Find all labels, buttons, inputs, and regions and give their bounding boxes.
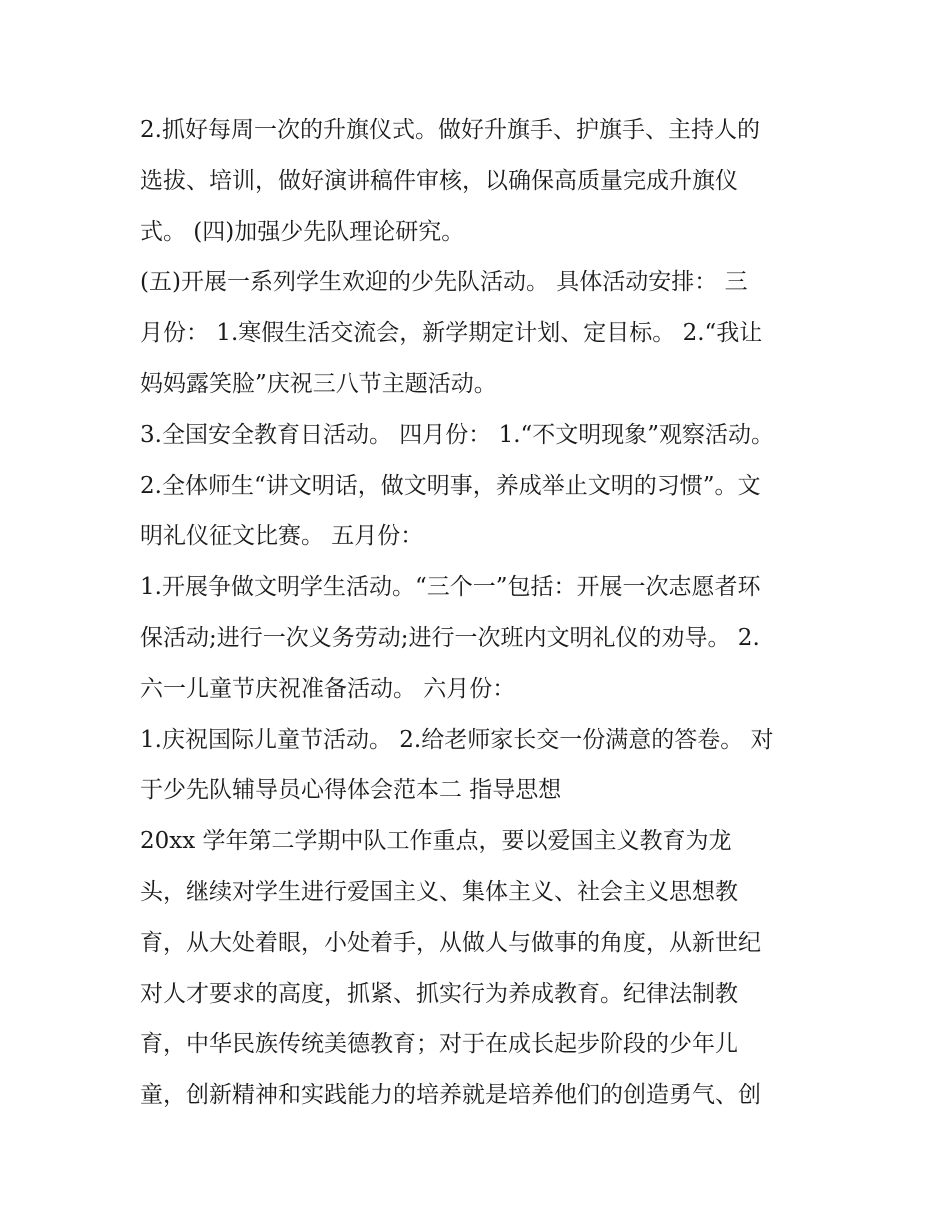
text-line: 育，中华民族传统美德教育；对于在成长起步阶段的少年儿	[140, 1031, 738, 1058]
text-line: (五)开展一系列学生欢迎的少先队活动。 具体活动安排： 三	[140, 269, 748, 296]
text-line: 式。 (四)加强少先队理论研究。	[140, 218, 465, 245]
text-line: 1.开展争做文明学生活动。“三个一”包括：开展一次志愿者环	[140, 574, 761, 601]
text-line: 2.抓好每周一次的升旗仪式。做好升旗手、护旗手、主持人的	[140, 117, 760, 143]
text-line: 20xx 学年第二学期中队工作重点，要以爱国主义教育为龙	[140, 828, 732, 855]
text-line: 选拔、培训，做好演讲稿件审核，以确保高质量完成升旗仪	[140, 167, 738, 194]
text-line: 明礼仪征文比赛。 五月份：	[140, 523, 424, 550]
text-line: 六一儿童节庆祝准备活动。 六月份：	[140, 675, 516, 702]
text-line: 1.庆祝国际儿童节活动。 2.给老师家长交一份满意的答卷。 对	[140, 726, 774, 753]
body-text	[140, 108, 820, 1124]
text-line: 保活动;进行一次义务劳动;进行一次班内文明礼仪的劝导。 2.	[140, 624, 760, 651]
text-line: 对人才要求的高度，抓紧、抓实行为养成教育。纪律法制教	[140, 980, 738, 1007]
text-line: 头，继续对学生进行爱国主义、集体主义、社会主义思想教	[140, 878, 738, 905]
text-line: 3.全国安全教育日活动。 四月份： 1.“不文明现象”观察活动。	[140, 421, 775, 448]
text-line: 于少先队辅导员心得体会范本二 指导思想	[140, 777, 562, 804]
text-line: 2.全体师生“讲文明话，做文明事，养成举止文明的习惯”。文	[140, 472, 761, 499]
text-line: 童，创新精神和实践能力的培养就是培养他们的创造勇气、创	[140, 1082, 761, 1109]
text-line: 妈妈露笑脸”庆祝三八节主题活动。	[140, 370, 497, 397]
text-line: 育，从大处着眼，小处着手，从做人与做事的角度，从新世纪	[140, 929, 761, 956]
text-line: 月份： 1.寒假生活交流会，新学期定计划、定目标。 2.“我让	[140, 320, 763, 347]
